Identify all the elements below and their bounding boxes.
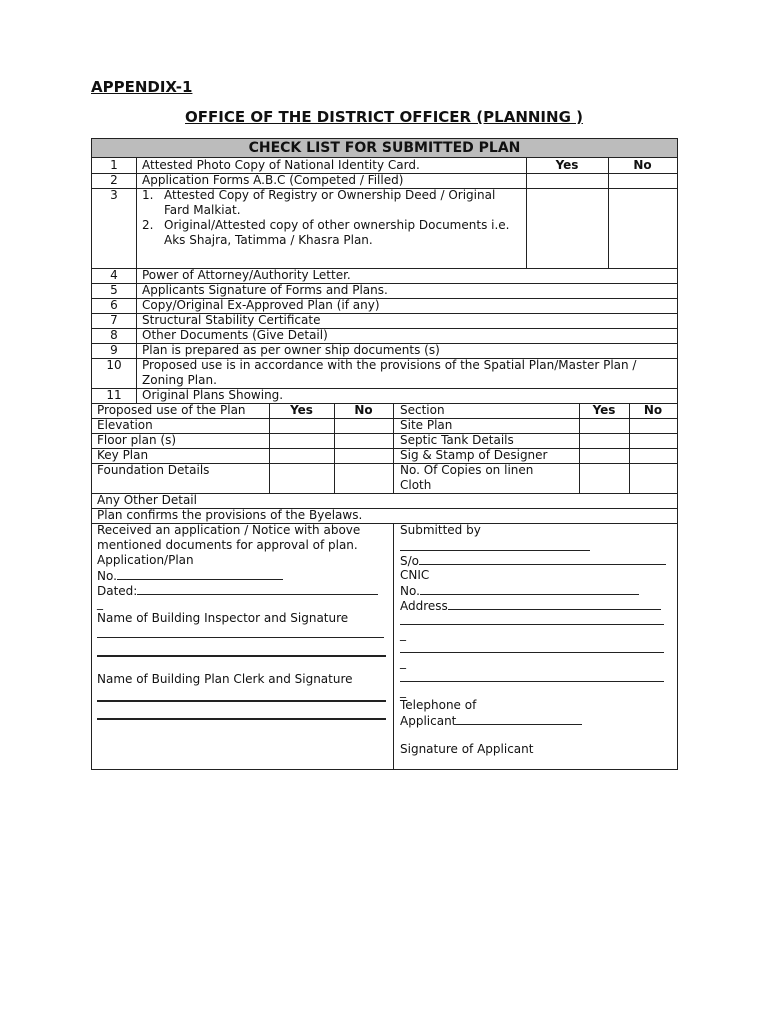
cnic-label: CNIC: [400, 568, 430, 582]
underscore-mark: _: [400, 684, 406, 698]
inspector-label: Name of Building Inspector and Signature: [97, 611, 349, 625]
dated-field[interactable]: [137, 583, 378, 595]
plan-row-label: Elevation: [97, 418, 153, 432]
clerk-signature-line[interactable]: [97, 718, 386, 720]
item-text: Power of Attorney/Authority Letter.: [142, 268, 351, 282]
plan-row-label: Septic Tank Details: [400, 433, 514, 447]
telephone-label: Telephone of: [400, 698, 477, 712]
signature-applicant-label: Signature of Applicant: [400, 742, 534, 756]
sub-item-text: Attested Copy of Registry or Ownership Deed / Original: [164, 188, 496, 202]
no-checkbox[interactable]: [609, 189, 677, 267]
applicant-signature-field[interactable]: [400, 769, 536, 770]
item-number: 10: [106, 358, 122, 372]
sub-item-text: Fard Malkiat.: [164, 203, 241, 217]
dated-label: Dated:: [97, 584, 138, 598]
application-no-label: No.: [97, 569, 117, 583]
copies-label: Cloth: [400, 478, 432, 492]
clerk-label: Name of Building Plan Clerk and Signature: [97, 672, 353, 686]
plan-row-label: Foundation Details: [97, 463, 210, 477]
sub-item-number: 1.: [142, 188, 154, 202]
item-number: 8: [110, 328, 118, 342]
any-other-detail: Any Other Detail: [97, 493, 197, 507]
appendix-title: APPENDIX-1: [91, 78, 193, 96]
checklist-title: CHECK LIST FOR SUBMITTED PLAN: [92, 139, 677, 157]
yes-header: Yes: [555, 158, 579, 172]
item-text: Applicants Signature of Forms and Plans.: [142, 283, 388, 297]
underscore-mark: _: [400, 627, 406, 641]
address-line[interactable]: [400, 624, 664, 625]
telephone-field[interactable]: [456, 713, 582, 725]
item-number: 9: [110, 343, 118, 357]
received-text: Application/Plan: [97, 553, 194, 567]
no-header: No: [633, 158, 652, 172]
item-text: Original Plans Showing.: [142, 388, 284, 402]
inspector-signature-line[interactable]: [97, 637, 384, 638]
cnic-no-field[interactable]: [420, 583, 639, 595]
telephone-label: Applicant: [400, 714, 457, 728]
item-text: Zoning Plan.: [142, 373, 217, 387]
item-text: Other Documents (Give Detail): [142, 328, 328, 342]
submitted-by-label: Submitted by: [400, 523, 481, 537]
address-line[interactable]: [400, 652, 664, 653]
item-text: Structural Stability Certificate: [142, 313, 321, 327]
item-number: 4: [110, 268, 118, 282]
byelaws-statement: Plan confirms the provisions of the Byelaws.: [97, 508, 363, 522]
received-text: mentioned documents for approval of plan.: [97, 538, 358, 552]
item-text: Attested Photo Copy of National Identity Card.: [142, 158, 420, 172]
no-checkbox[interactable]: [609, 174, 677, 187]
item-number: 11: [106, 388, 122, 402]
item-number: 3: [110, 188, 118, 202]
item-text: Proposed use is in accordance with the provisions of the Spatial Plan/Master Plan /: [142, 358, 637, 372]
item-text: Application Forms A.B.C (Competed / Filled): [142, 173, 404, 187]
received-text: Received an application / Notice with above: [97, 523, 361, 537]
address-line[interactable]: [400, 681, 664, 682]
sub-item-text: Original/Attested copy of other ownership Documents i.e.: [164, 218, 510, 232]
plans-right-header: Section: [400, 403, 445, 417]
plans-no-header: No: [643, 403, 663, 417]
item-number: 6: [110, 298, 118, 312]
so-field[interactable]: [419, 553, 666, 565]
item-number: 2: [110, 173, 118, 187]
item-number: 7: [110, 313, 118, 327]
item-number: 5: [110, 283, 118, 297]
plans-left-header: Proposed use of the Plan: [97, 403, 246, 417]
plans-no-header: No: [354, 403, 373, 417]
sub-item-number: 2.: [142, 218, 154, 232]
underscore-mark: _: [400, 655, 406, 669]
plan-row-label: Sig & Stamp of Designer: [400, 448, 548, 462]
sub-item-text: Aks Shajra, Tatimma / Khasra Plan.: [164, 233, 373, 247]
plan-row-label: Floor plan (s): [97, 433, 177, 447]
item-number: 1: [110, 158, 118, 172]
cnic-no-label: No.: [400, 584, 420, 598]
item-text: Copy/Original Ex-Approved Plan (if any): [142, 298, 380, 312]
inspector-signature-line[interactable]: [97, 655, 386, 657]
address-label: Address: [400, 599, 448, 613]
underscore-mark: _: [97, 596, 103, 610]
copies-label: No. Of Copies on linen: [400, 463, 534, 477]
yes-checkbox[interactable]: [527, 189, 607, 267]
submitted-by-field[interactable]: [400, 550, 590, 551]
plans-yes-header: Yes: [290, 403, 313, 417]
address-field[interactable]: [448, 598, 661, 610]
office-heading: OFFICE OF THE DISTRICT OFFICER (PLANNING ): [185, 108, 583, 126]
checklist-form: [91, 138, 678, 770]
yes-checkbox[interactable]: [527, 174, 607, 187]
so-label: S/o: [400, 554, 420, 568]
clerk-signature-line[interactable]: [97, 700, 386, 702]
plan-row-label: Key Plan: [97, 448, 149, 462]
plan-row-label: Site Plan: [400, 418, 453, 432]
plans-yes-header: Yes: [592, 403, 616, 417]
item-text: Plan is prepared as per owner ship documents (s): [142, 343, 440, 357]
application-no-field[interactable]: [117, 568, 283, 580]
